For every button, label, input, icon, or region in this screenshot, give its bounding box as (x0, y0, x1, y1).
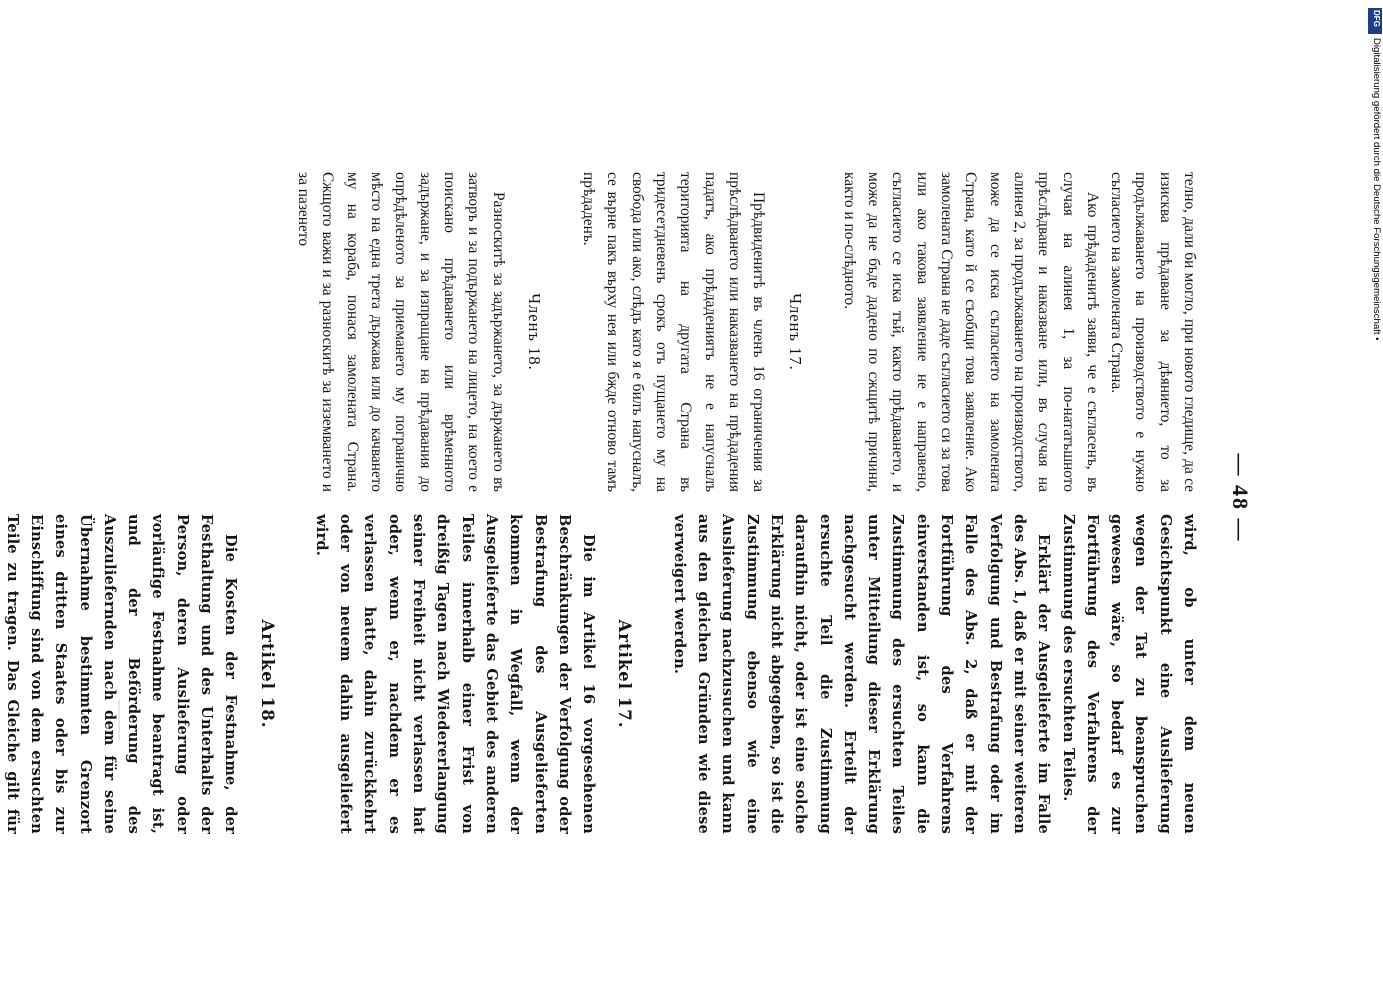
paragraph: Ако прѣдаденитѣ заяви, че е съгласенъ, въ случая на алинея 1, за по-нататъшното прѣслѣдване и наказване или, въ случая на алинея 2, за продължаването на производството, може да се иска съгласието на замолената Страна, като й се съобщи това заявление. Ако замолената Страна не даде съгласието си за това или ако такова заявление не е направено, съгласието се иска тъй, както прѣдаването, и може да не бъде дадено по сжщитѣ причини, както и по-слѣдното. (840, 172, 1101, 492)
paragraph: Die im Artikel 16 vorgesehenen Beschränkungen der Verfolgung oder Bestrafung des Ausgelieferten kommen in Wegfall, wenn der Ausgelieferte das Gebiet des anderen Teiles innerhalb einer Frist von dreißig Tagen nach Wiedererlangung seiner Freiheit nicht verlassen hat oder, wenn er, nachdem er es verlassen hatte, dahin zurückkehrt oder von neuem dahin ausgeliefert wird. (312, 514, 598, 834)
credit-text: Digitalisierung gefördert durch die Deutsche Forschungsgemeinschaft • (1371, 38, 1382, 341)
paragraph: Erklärt der Ausgelieferte im Falle des Abs. 1, daß er mit seiner weiteren Verfolgung und Bestrafung oder im Falle des Abs. 2, daß er mit der Fortführung des Verfahrens einverstanden ist, so kann die Zustimmung des ersuchten Teiles unter Mitteilung dieser Erklärung nachgesucht werden. Erteilt der ersuchte Teil die Zustimmung daraufhin nicht, oder ist eine solche Erklärung nicht abgegeben, so ist die Zustimmung ebenso wie eine Auslieferung nachzusuchen und kann aus den gleichen Gründen wie diese verweigert werden. (670, 514, 1053, 834)
document-page (3, 172, 1253, 834)
scan-artifact (118, 700, 120, 740)
dfg-logo (1368, 8, 1382, 34)
article-heading: Artikel 17. (615, 619, 635, 729)
paragraph: Разноскитѣ за задържането, за държането въ затворъ и за подържането на лицето, на което е поискано прѣдаването или врѣменното задържане, и за изпращане на прѣдавания до опрѣдѣленото за приемането му погранично мѣсто на една трета държава или до качването му на кораба, понася замолената Страна. Сжщото важи и за разноскитѣ за изземването и за пазенето (295, 172, 507, 492)
digitization-credit (1369, 38, 1383, 423)
german-text-column (0, 514, 1201, 834)
article-heading: Artikel 18. (257, 619, 277, 729)
paragraph: телно, дали би могло, при новото гледище, да се изисква прѣдаване за дѣянието, то за продължаването на производството е нужно съгласието на замолената Страна. (1108, 172, 1198, 492)
paragraph: wird, ob unter dem neuen Gesichtspunkt eine Auslieferung wegen der Tat zu beanspruchen gewesen wäre, so bedarf es zur Fortführung des Verfahrens der Zustimmung des ersuchten Teiles. (1059, 514, 1198, 834)
paragraph: Die Kosten der Festnahme, der Festhaltung und des Unterhalts der Person, deren Auslieferung oder vorläufige Festnahme beantragt ist, und der Beförderung des Auszuliefernden nach dem für seine Übernahme bestimmten Grenzort eines dritten Staates oder bis zur Einschiffung sind von dem ersuchten Teile zu tragen. Das Gleiche gilt für (3, 514, 240, 834)
article-heading: Членъ 17. (785, 293, 805, 371)
page-number: — 48 — (1228, 453, 1253, 543)
paragraph: Прѣдвиденитѣ въ членъ 16 ограничения за прѣслѣдването или наказването на прѣдадения падатъ, ако прѣдадениятъ не е напусналъ територията на другата Страна въ тридесетдневенъ срокъ отъ пущането му на свобода или ако, слѣдъ като я е билъ напусналъ, се върне пакъ върху нея или бжде отново тамъ прѣдаденъ. (580, 172, 768, 492)
article-heading: Членъ 18. (524, 293, 544, 371)
bulgarian-text-column (291, 172, 1201, 492)
dfg-logo-text: DFG (1372, 10, 1381, 27)
